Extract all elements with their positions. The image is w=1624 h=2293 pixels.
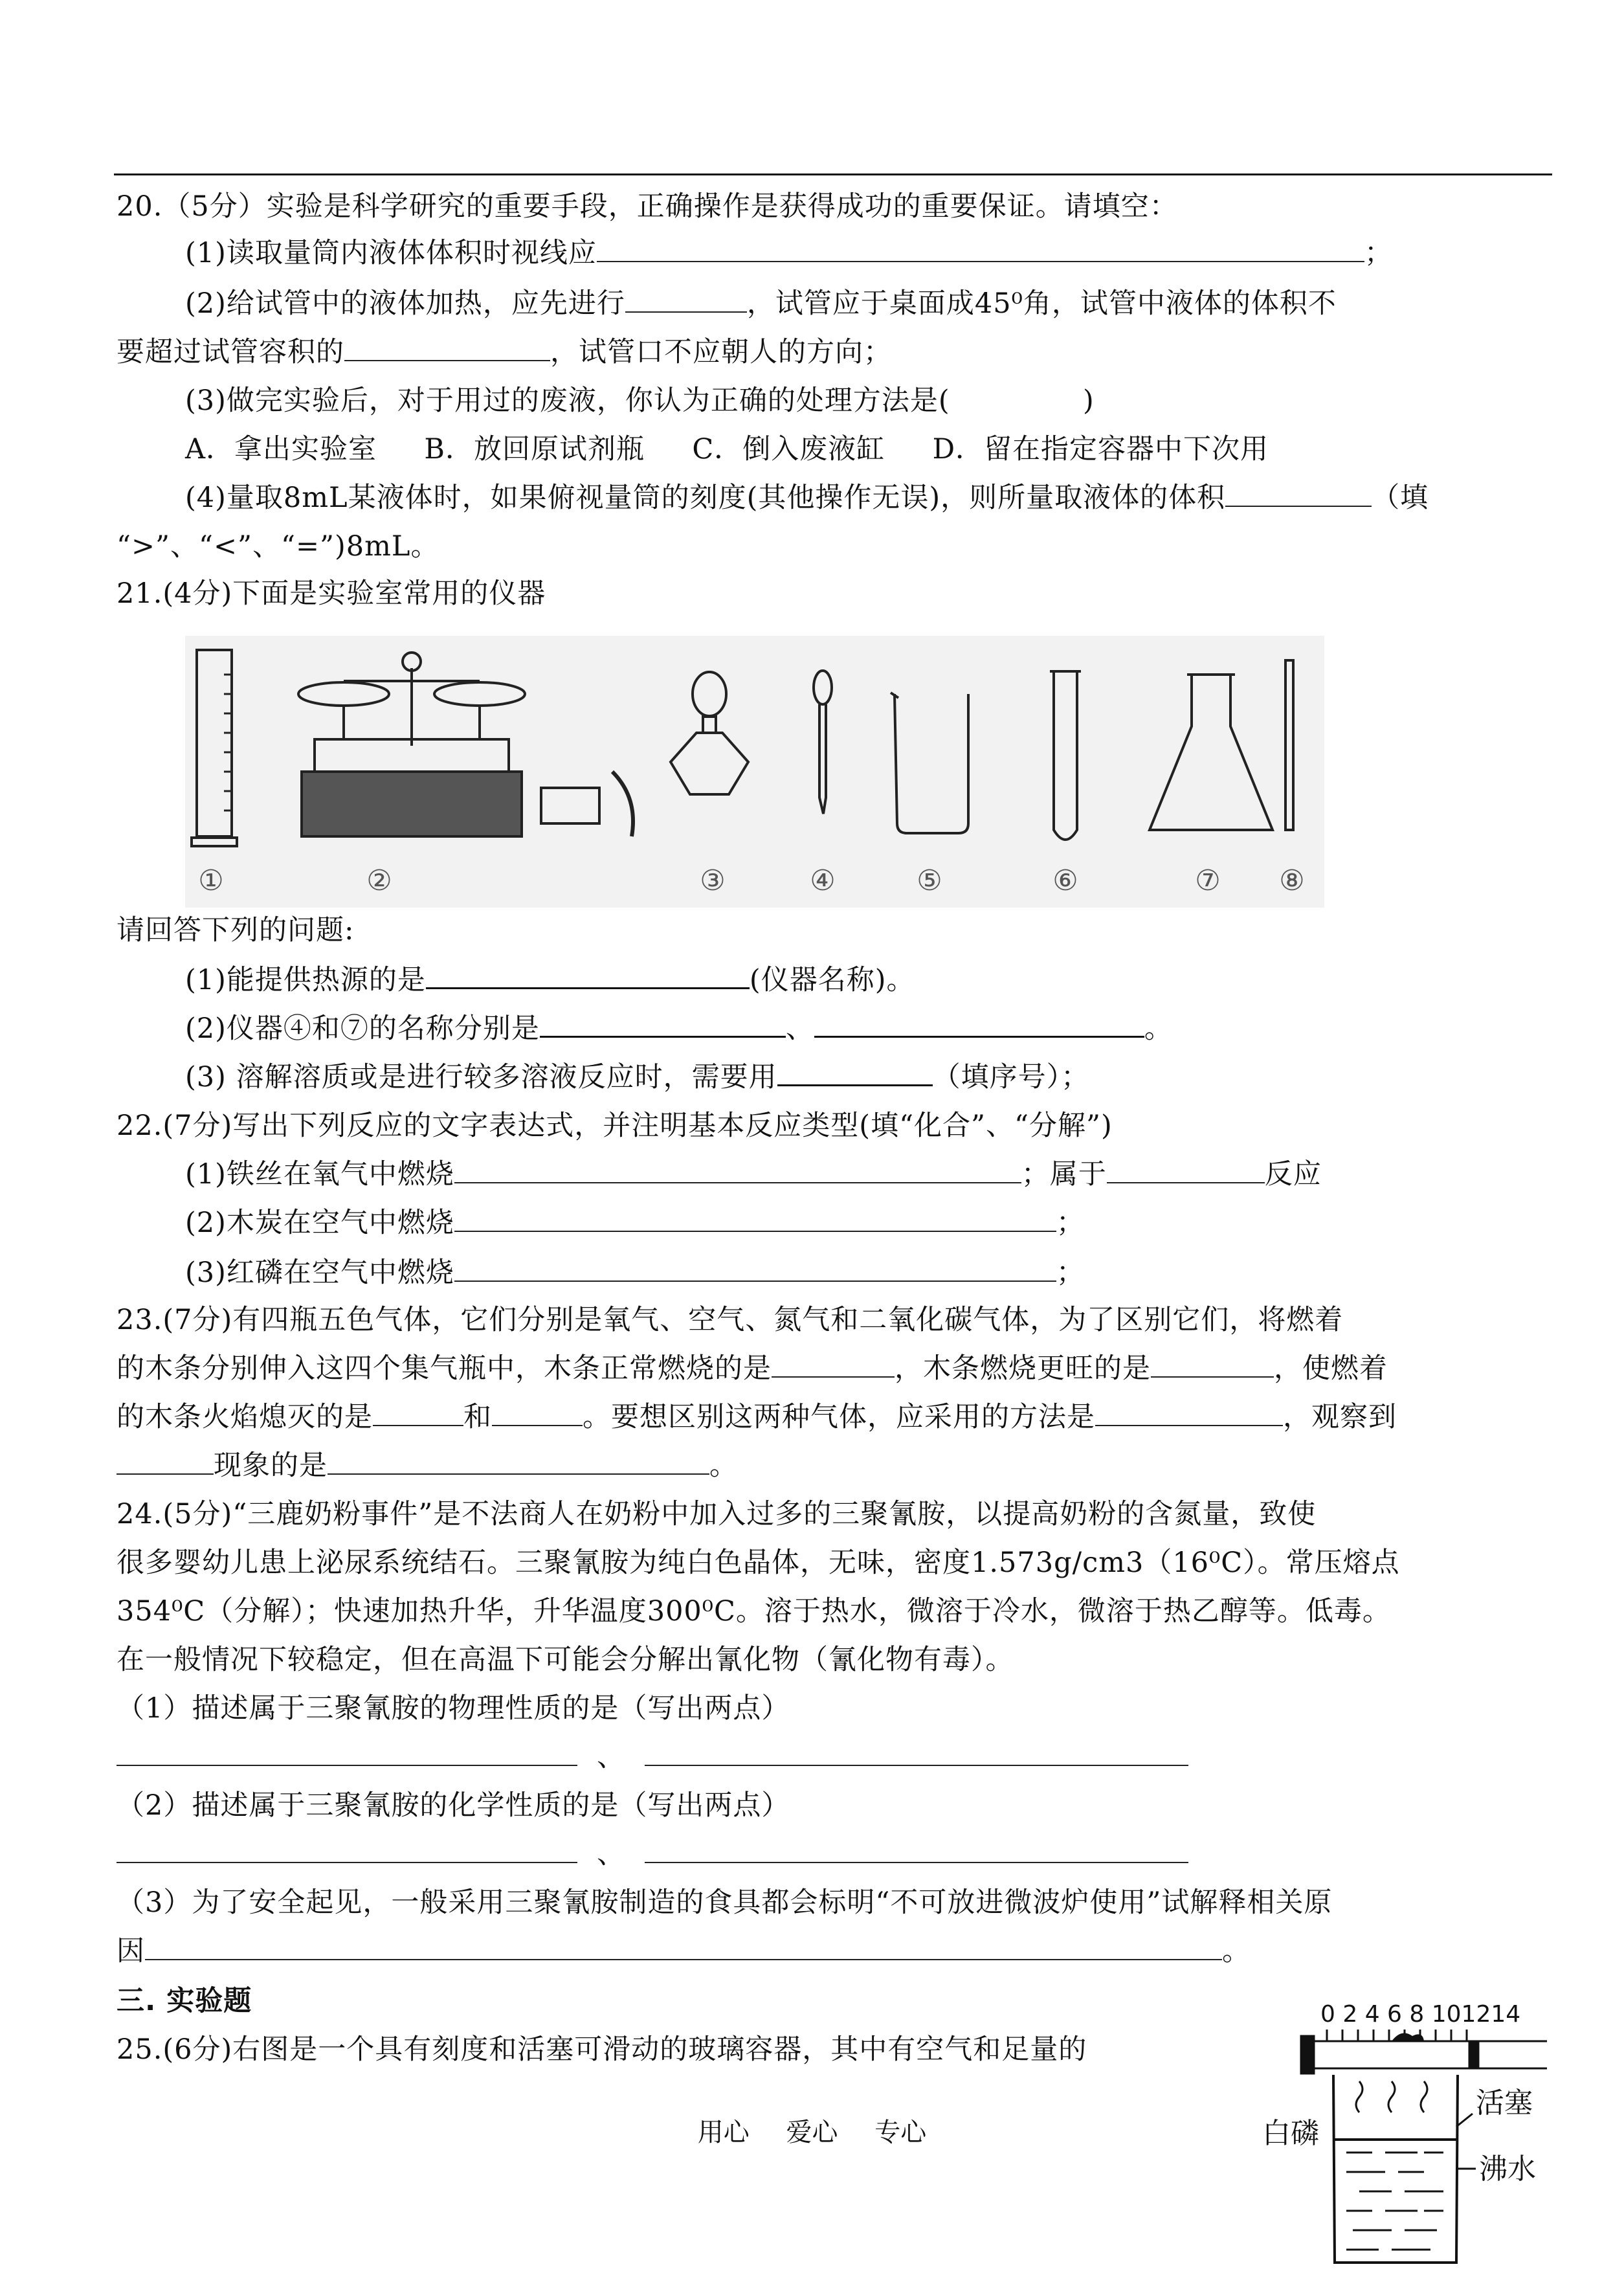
section-experiments: 三. 实验题: [117, 1985, 252, 2017]
q24-blank5[interactable]: [145, 1933, 1222, 1960]
q23-line4: 现象的是 。: [117, 1447, 738, 1484]
q22-blank2[interactable]: [1107, 1156, 1265, 1183]
instrument-label: ⑤: [917, 864, 942, 897]
q24-part3-cont: 因 。: [117, 1932, 1251, 1970]
q21-part1: (1)能提供热源的是 (仪器名称)。: [185, 961, 915, 999]
label-white-phosphorus: 白磷: [1262, 2117, 1319, 2150]
q21-part3: (3) 溶解溶质或是进行较多溶液反应时，需要用 （填序号）；: [185, 1058, 1089, 1096]
q21-title: 21.(4分)下面是实验室常用的仪器: [117, 577, 546, 610]
q22-part1: (1)铁丝在氧气中燃烧 ；属于 反应: [185, 1156, 1322, 1193]
q20-part4-cont: “>”、“<”、“=”)8mL。: [117, 530, 439, 563]
q24-part1: （1）描述属于三聚氰胺的物理性质的是（写出两点）: [117, 1692, 790, 1725]
instrument-label: ⑦: [1195, 864, 1221, 897]
beaker-icon: [1333, 2075, 1458, 2263]
q23-line3: 的木条火焰熄灭的是 和 。要想区别这两种气体，应采用的方法是 ，观察到: [117, 1398, 1397, 1436]
lab-instruments-figure: [185, 636, 1324, 908]
header-rule: [114, 173, 1552, 175]
q23-blank6[interactable]: [117, 1448, 214, 1475]
q23-blank5[interactable]: [1095, 1399, 1283, 1426]
instrument-label: ①: [198, 864, 224, 897]
q24-answer2: 、: [117, 1835, 1188, 1873]
q20-blank2[interactable]: [625, 285, 747, 313]
q22-part3: (3)红磷在空气中燃烧 ；: [185, 1254, 1085, 1292]
q23-blank3[interactable]: [373, 1399, 463, 1426]
q24-line1: 24.(5分)“三鹿奶粉事件”是不法商人在奶粉中加入过多的三聚氰胺，以提高奶粉的含氮量，致使: [117, 1498, 1317, 1530]
q23-blank4[interactable]: [492, 1399, 583, 1426]
q21-blank1[interactable]: [426, 961, 750, 989]
instrument-label: ⑥: [1052, 864, 1078, 897]
label-boiling-water: 沸水: [1479, 2153, 1536, 2186]
q22-blank4[interactable]: [454, 1255, 1056, 1282]
instrument-label: ⑧: [1279, 864, 1305, 897]
q24-part2: （2）描述属于三聚氰胺的化学性质的是（写出两点）: [117, 1789, 790, 1822]
page-footer: [0, 2112, 1624, 2149]
q24-answer1: 、: [117, 1738, 1188, 1776]
q22-blank1[interactable]: [454, 1156, 1021, 1183]
footer-word: 专心: [874, 2118, 927, 2147]
instrument-label: ②: [366, 864, 392, 897]
q24-blank3[interactable]: [117, 1836, 577, 1863]
q23-blank7[interactable]: [328, 1448, 709, 1475]
footer-word: 爱心: [786, 2118, 838, 2147]
q20-part2: (2)给试管中的液体加热，应先进行 ，试管应于桌面成45⁰角，试管中液体的体积不: [185, 285, 1337, 322]
q22-part2: (2)木炭在空气中燃烧 ；: [185, 1204, 1085, 1242]
q24-line3: 354⁰C（分解）；快速加热升华，升华温度300⁰C。溶于热水，微溶于冷水，微溶于热乙醇等。低毒。: [117, 1595, 1391, 1627]
q23-line1: 23.(7分)有四瓶五色气体，它们分别是氧气、空气、氮气和二氧化碳气体，为了区别它们，将燃着: [117, 1304, 1344, 1336]
q23-blank1[interactable]: [772, 1350, 895, 1378]
q24-blank1[interactable]: [117, 1739, 577, 1766]
q24-line2: 很多婴幼儿患上泌尿系统结石。三聚氰胺为纯白色晶体，无味，密度1.573g/cm3（16⁰C）。常压熔点: [117, 1547, 1400, 1579]
q24-part3: （3）为了安全起见，一般采用三聚氰胺制造的食具都会标明“不可放进微波炉使用”试解释相关原: [117, 1886, 1333, 1919]
q20-blank1[interactable]: [597, 235, 1364, 262]
q23-line2: 的木条分别伸入这四个集气瓶中，木条正常燃烧的是 ，木条燃烧更旺的是 ，使燃着: [117, 1350, 1388, 1387]
q20-part4: (4)量取8mL某液体时，如果俯视量筒的刻度(其他操作无误)，则所量取液体的体积 （填: [185, 479, 1429, 517]
q20-options: A．拿出实验室 B．放回原试剂瓶 C．倒入废液缸 D．留在指定容器中下次用: [185, 433, 1269, 465]
q23-blank2[interactable]: [1151, 1350, 1274, 1378]
q20-blank4[interactable]: [1225, 480, 1372, 507]
q21-blank4[interactable]: [777, 1058, 933, 1086]
q21-prompt: 请回答下列的问题:: [117, 914, 355, 946]
footer-word: 用心: [697, 2118, 750, 2147]
q22-title: 22.(7分)写出下列反应的文字表达式，并注明基本反应类型(填“化合”、“分解”): [117, 1110, 1113, 1142]
scale-numbers: 0 2 4 6 8 101214: [1320, 2001, 1521, 2028]
label-piston: 活塞: [1476, 2086, 1533, 2120]
q20-title: 20.（5分）实验是科学研究的重要手段，正确操作是获得成功的重要保证。请填空：: [117, 190, 1178, 223]
q20-blank3[interactable]: [344, 334, 550, 361]
q22-blank3[interactable]: [454, 1205, 1056, 1232]
q24-blank4[interactable]: [645, 1836, 1188, 1863]
instrument-label: ③: [700, 864, 726, 897]
q20-part1: (1)读取量筒内液体体积时视线应 ；: [185, 234, 1393, 272]
q20-part2-cont: 要超过试管容积的 ，试管口不应朝人的方向；: [117, 333, 892, 371]
q24-blank2[interactable]: [645, 1739, 1188, 1766]
q21-part2: (2)仪器④和⑦的名称分别是 、 。: [185, 1010, 1173, 1047]
instrument-label: ④: [810, 864, 836, 897]
q24-line4: 在一般情况下较稳定，但在高温下可能会分解出氰化物（氰化物有毒）。: [117, 1644, 1014, 1676]
q21-blank2[interactable]: [540, 1010, 786, 1038]
q25-line1: 25.(6分)右图是一个具有刻度和活塞可滑动的玻璃容器，其中有空气和足量的: [117, 2033, 1087, 2066]
q20-part3: (3)做完实验后，对于用过的废液，你认为正确的处理方法是( ): [185, 385, 1095, 417]
piston-icon: [1469, 2041, 1478, 2068]
q21-blank3[interactable]: [814, 1010, 1144, 1038]
